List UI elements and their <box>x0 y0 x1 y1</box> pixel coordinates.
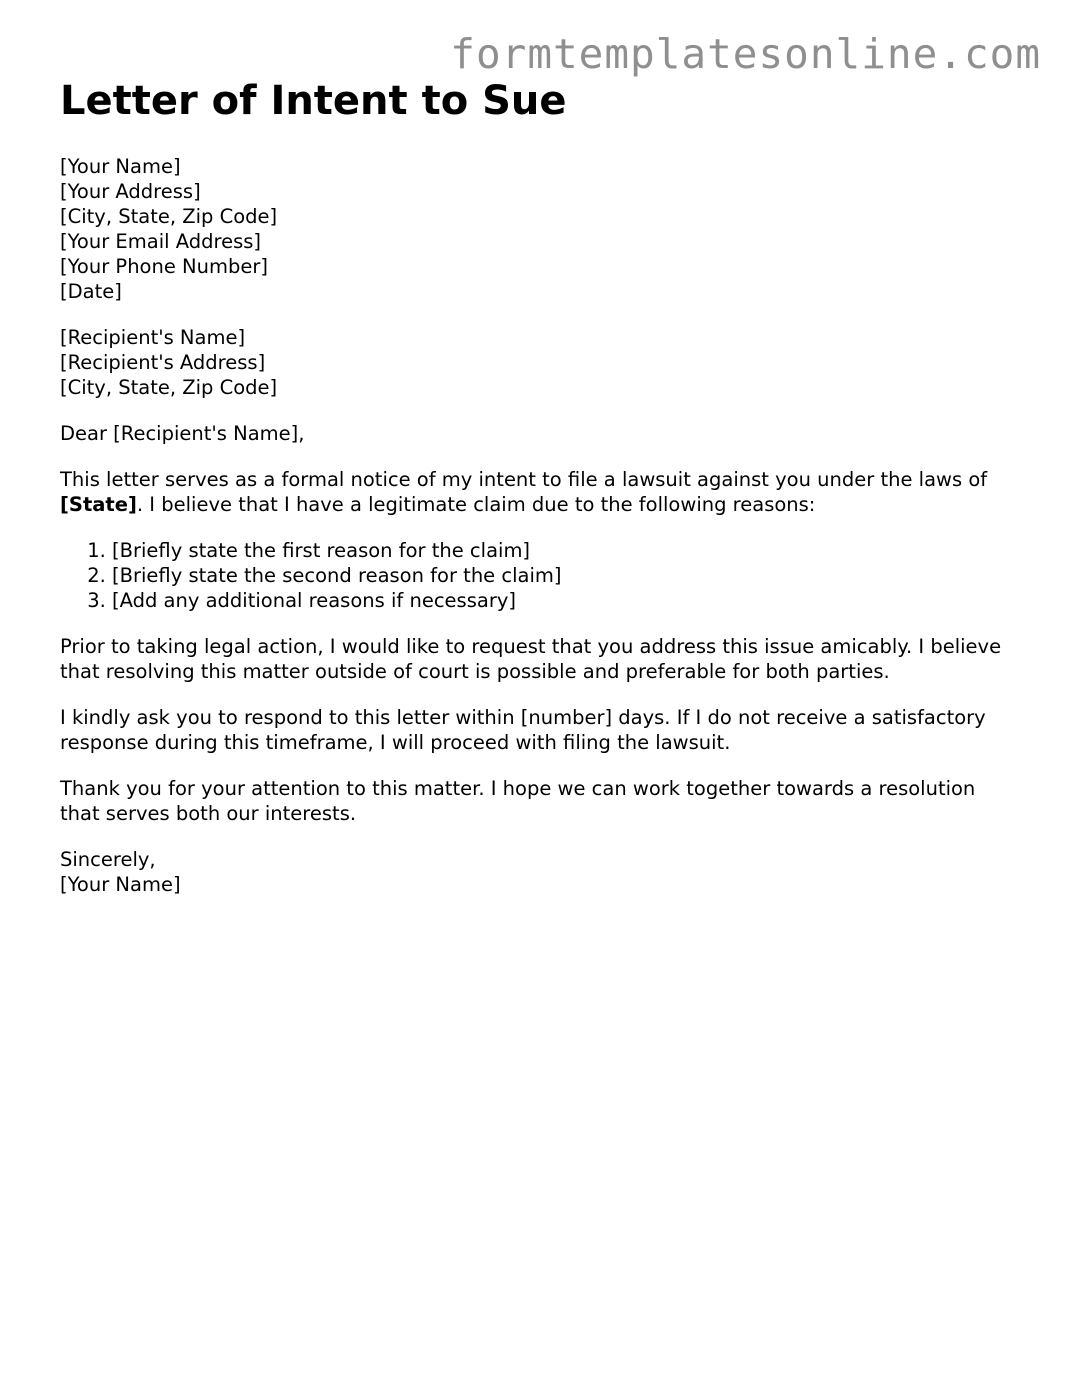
sender-address: [Your Address] <box>60 180 201 203</box>
salutation: Dear [Recipient's Name], <box>60 422 305 445</box>
letter-date: [Date] <box>60 280 122 303</box>
list-item: 1. [Briefly state the first reason for the claim] <box>112 538 1010 563</box>
letter-title: Letter of Intent to Sue <box>60 78 567 124</box>
sender-block <box>60 154 1010 304</box>
sender-phone: [Your Phone Number] <box>60 255 268 278</box>
reasons-list <box>60 538 1010 613</box>
sender-email: [Your Email Address] <box>60 230 261 253</box>
amicable-paragraph: Prior to taking legal action, I would like to request that you address this issue amicably. I believe that resolving this matter outside of court is possible and preferable for both parties. <box>60 635 1002 683</box>
letter-page <box>60 74 1010 918</box>
signature-name: [Your Name] <box>60 873 181 896</box>
closing-block <box>60 847 1010 897</box>
sender-name: [Your Name] <box>60 155 181 178</box>
thanks-paragraph: Thank you for your attention to this matter. I hope we can work together towards a resolution that serves both our interests. <box>60 777 976 825</box>
intro-text-start: This letter serves as a formal notice of my intent to file a lawsuit against you under the laws of <box>60 468 988 491</box>
response-paragraph: I kindly ask you to respond to this letter within [number] days. If I do not receive a satisfactory response during this timeframe, I will proceed with filing the lawsuit. <box>60 706 986 754</box>
sender-city-state-zip: [City, State, Zip Code] <box>60 205 278 228</box>
state-placeholder: [State] <box>60 493 137 516</box>
intro-text-end: . I believe that I have a legitimate claim due to the following reasons: <box>136 493 816 516</box>
recipient-city-state-zip: [City, State, Zip Code] <box>60 376 278 399</box>
intro-paragraph <box>60 467 1010 517</box>
valediction: Sincerely, <box>60 848 156 871</box>
recipient-name: [Recipient's Name] <box>60 326 246 349</box>
list-item: 2. [Briefly state the second reason for the claim] <box>112 563 1010 588</box>
recipient-block <box>60 325 1010 400</box>
recipient-address: [Recipient's Address] <box>60 351 266 374</box>
site-watermark: formtemplatesonline.com <box>450 30 1041 78</box>
list-item: 3. [Add any additional reasons if necessary] <box>112 588 1010 613</box>
